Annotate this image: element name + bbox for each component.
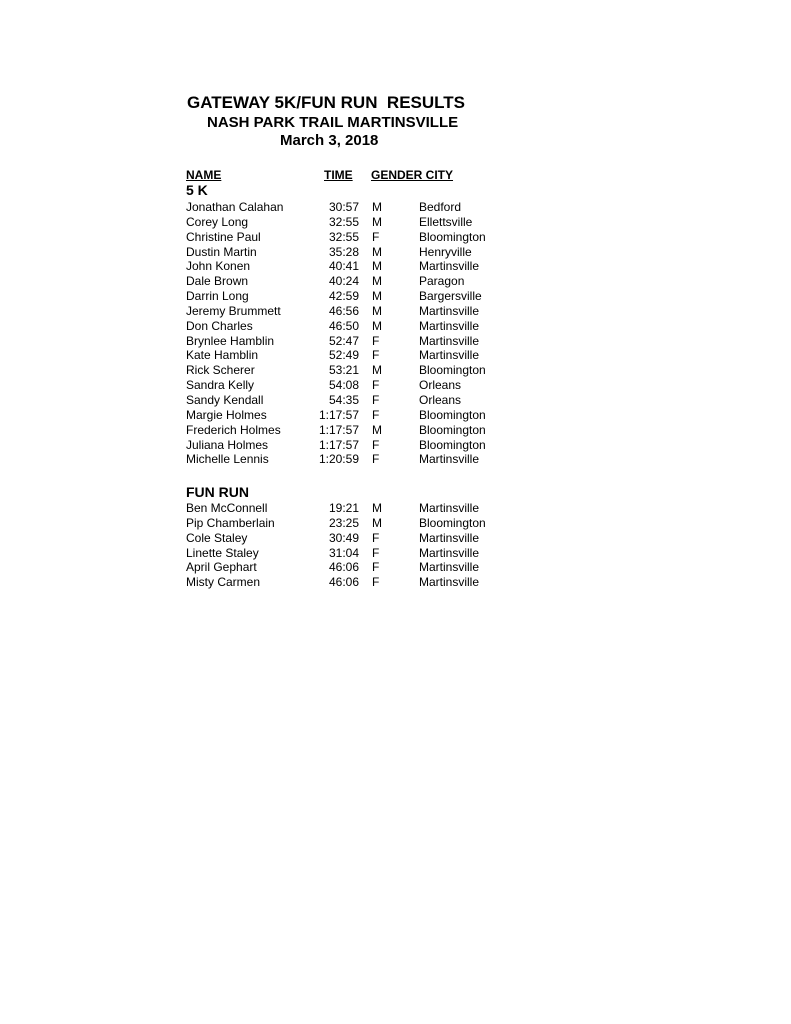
- finish-time: 30:49: [328, 530, 359, 545]
- runner-gender: M: [372, 289, 382, 304]
- runner-city: Martinsville: [419, 452, 480, 467]
- runner-name: Misty Carmen: [186, 575, 261, 590]
- finish-time: 46:50: [328, 318, 359, 333]
- result-row: [0, 200, 791, 215]
- finish-time: 40:41: [328, 259, 359, 274]
- runner-name: Darrin Long: [186, 289, 249, 304]
- column-header-time: TIME: [324, 168, 353, 182]
- finish-time: 42:59: [328, 289, 359, 304]
- runner-gender: F: [372, 575, 380, 590]
- result-row: [0, 245, 791, 260]
- runner-name: Sandra Kelly: [186, 378, 255, 393]
- runner-gender: F: [372, 392, 380, 407]
- result-row: [0, 259, 791, 274]
- runner-gender: M: [372, 274, 382, 289]
- runner-city: Orleans: [419, 378, 462, 393]
- runner-name: Corey Long: [186, 214, 249, 229]
- section-heading-5k: 5 K: [186, 182, 208, 198]
- finish-time: 46:06: [328, 575, 359, 590]
- runner-city: Bloomington: [419, 407, 486, 422]
- result-row: [0, 575, 791, 590]
- runner-city: Martinsville: [419, 575, 480, 590]
- finish-time: 32:55: [328, 214, 359, 229]
- runner-name: Ben McConnell: [186, 501, 268, 515]
- runner-gender: M: [372, 515, 382, 530]
- runner-name: Kate Hamblin: [186, 348, 259, 363]
- finish-time: 1:17:57: [318, 437, 359, 452]
- runner-city: Bedford: [419, 200, 462, 214]
- runner-name: Jonathan Calahan: [186, 200, 284, 214]
- runner-gender: M: [372, 200, 382, 214]
- finish-time: 35:28: [328, 244, 359, 259]
- finish-time: 46:06: [328, 560, 359, 575]
- result-row: [0, 289, 791, 304]
- results-list-fun-run: [0, 501, 791, 590]
- runner-name: Brynlee Hamblin: [186, 333, 275, 348]
- runner-name: Sandy Kendall: [186, 392, 264, 407]
- column-header-gender-city: GENDER CITY: [371, 168, 454, 182]
- result-row: [0, 348, 791, 363]
- result-row: [0, 438, 791, 453]
- result-row: [0, 230, 791, 245]
- runner-name: April Gephart: [186, 560, 257, 575]
- document-title: GATEWAY 5K/FUN RUN RESULTS: [187, 93, 466, 112]
- runner-name: Pip Chamberlain: [186, 515, 275, 530]
- runner-city: Martinsville: [419, 318, 480, 333]
- runner-city: Bloomington: [419, 229, 486, 244]
- result-row: [0, 274, 791, 289]
- runner-gender: M: [372, 303, 382, 318]
- result-row: [0, 393, 791, 408]
- runner-gender: F: [372, 348, 380, 363]
- runner-city: Martinsville: [419, 501, 480, 515]
- runner-gender: M: [372, 363, 382, 378]
- finish-time: 40:24: [328, 274, 359, 289]
- finish-time: 53:21: [328, 363, 359, 378]
- runner-name: Margie Holmes: [186, 407, 267, 422]
- runner-name: Frederich Holmes: [186, 422, 281, 437]
- runner-gender: M: [372, 214, 382, 229]
- runner-name: Linette Staley: [186, 545, 259, 560]
- runner-name: Christine Paul: [186, 229, 261, 244]
- section-heading-fun-run: FUN RUN: [186, 484, 249, 500]
- runner-name: Michelle Lennis: [186, 452, 269, 467]
- finish-time: 32:55: [328, 229, 359, 244]
- runner-name: Rick Scherer: [186, 363, 255, 378]
- document-subtitle: NASH PARK TRAIL MARTINSVILLE: [207, 114, 459, 131]
- runner-gender: F: [372, 530, 380, 545]
- result-row: [0, 319, 791, 334]
- result-row: [0, 546, 791, 561]
- finish-time: 30:57: [328, 200, 359, 214]
- runner-gender: F: [372, 545, 380, 560]
- finish-time: 52:47: [328, 333, 359, 348]
- runner-city: Paragon: [419, 274, 465, 289]
- runner-gender: M: [372, 501, 382, 515]
- runner-city: Ellettsville: [419, 214, 473, 229]
- runner-city: Bargersville: [419, 289, 482, 304]
- runner-name: Juliana Holmes: [186, 437, 269, 452]
- runner-city: Martinsville: [419, 348, 480, 363]
- runner-gender: F: [372, 378, 380, 393]
- runner-gender: M: [372, 259, 382, 274]
- runner-city: Martinsville: [419, 560, 480, 575]
- runner-name: Dustin Martin: [186, 244, 257, 259]
- result-row: [0, 531, 791, 546]
- finish-time: 31:04: [328, 545, 359, 560]
- result-row: [0, 304, 791, 319]
- result-row: [0, 452, 791, 467]
- runner-gender: F: [372, 407, 380, 422]
- runner-city: Martinsville: [419, 545, 480, 560]
- runner-gender: M: [372, 244, 382, 259]
- runner-city: Orleans: [419, 392, 462, 407]
- finish-time: 1:17:57: [318, 422, 359, 437]
- runner-city: Martinsville: [419, 530, 480, 545]
- finish-time: 52:49: [328, 348, 359, 363]
- runner-gender: M: [372, 422, 382, 437]
- result-row: [0, 378, 791, 393]
- finish-time: 1:20:59: [318, 452, 359, 467]
- event-date: March 3, 2018: [280, 132, 379, 149]
- runner-name: Cole Staley: [186, 530, 248, 545]
- finish-time: 1:17:57: [318, 407, 359, 422]
- runner-gender: F: [372, 437, 380, 452]
- runner-name: John Konen: [186, 259, 251, 274]
- result-row: [0, 215, 791, 230]
- result-row: [0, 363, 791, 378]
- result-row: [0, 501, 791, 516]
- runner-city: Bloomington: [419, 515, 486, 530]
- runner-city: Bloomington: [419, 437, 486, 452]
- finish-time: 54:35: [328, 392, 359, 407]
- runner-city: Bloomington: [419, 363, 486, 378]
- runner-gender: F: [372, 452, 380, 467]
- runner-name: Jeremy Brummett: [186, 303, 281, 318]
- finish-time: 46:56: [328, 303, 359, 318]
- result-row: [0, 408, 791, 423]
- column-header-name: NAME: [186, 168, 222, 182]
- runner-gender: M: [372, 318, 382, 333]
- runner-gender: F: [372, 229, 380, 244]
- runner-name: Dale Brown: [186, 274, 249, 289]
- result-row: [0, 560, 791, 575]
- results-list-5k: [0, 200, 791, 467]
- finish-time: 54:08: [328, 378, 359, 393]
- runner-gender: F: [372, 560, 380, 575]
- finish-time: 19:21: [328, 501, 359, 515]
- result-row: [0, 334, 791, 349]
- result-row: [0, 516, 791, 531]
- runner-gender: F: [372, 333, 380, 348]
- runner-city: Martinsville: [419, 303, 480, 318]
- runner-city: Martinsville: [419, 333, 480, 348]
- runner-name: Don Charles: [186, 318, 253, 333]
- runner-city: Henryville: [419, 244, 472, 259]
- finish-time: 23:25: [328, 515, 359, 530]
- result-row: [0, 423, 791, 438]
- runner-city: Bloomington: [419, 422, 486, 437]
- runner-city: Martinsville: [419, 259, 480, 274]
